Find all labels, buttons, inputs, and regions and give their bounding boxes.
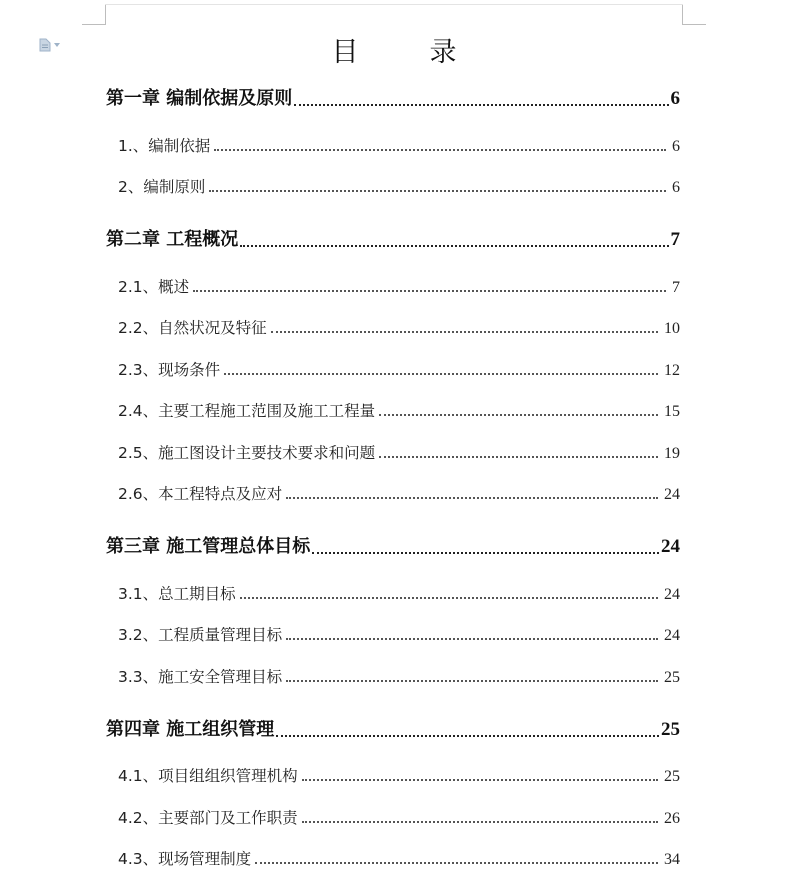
toc-entry-label: 第二章 工程概况 bbox=[106, 229, 239, 250]
toc-dot-leader bbox=[286, 497, 658, 499]
toc-page-number: 26 bbox=[664, 810, 680, 827]
crop-mark-right-vertical bbox=[682, 4, 683, 24]
toc-section-entry[interactable] bbox=[118, 175, 680, 197]
toc-section-entry[interactable] bbox=[118, 806, 680, 828]
toc-page-number: 10 bbox=[664, 320, 680, 337]
toc-entry-label: 2.4、主要工程施工范围及施工工程量 bbox=[118, 402, 376, 420]
toc-page-number: 7 bbox=[670, 229, 680, 250]
page-top-edge bbox=[105, 4, 683, 5]
toc-chapter-entry[interactable] bbox=[106, 715, 680, 741]
toc-entry-label: 4.3、现场管理制度 bbox=[118, 850, 252, 868]
crop-mark-right-horizontal bbox=[682, 24, 706, 25]
toc-section-entry[interactable] bbox=[118, 316, 680, 338]
toc-page-number: 12 bbox=[664, 362, 680, 379]
toc-entry-label: 3.3、施工安全管理目标 bbox=[118, 668, 283, 686]
toc-dot-leader bbox=[379, 414, 658, 416]
toc-page-number: 24 bbox=[661, 536, 680, 557]
toc-entry-label: 2.5、施工图设计主要技术要求和问题 bbox=[118, 444, 376, 462]
toc-dot-leader bbox=[302, 821, 658, 823]
toc-entry-label: 4.2、主要部门及工作职责 bbox=[118, 809, 298, 827]
toc-dot-leader bbox=[379, 456, 658, 458]
toc-section-entry[interactable] bbox=[118, 847, 680, 869]
toc-entry-label: 2、编制原则 bbox=[118, 178, 206, 196]
toc-entry-label: 3.2、工程质量管理目标 bbox=[118, 626, 283, 644]
page-title: 目 录 bbox=[331, 37, 479, 68]
toc-dot-leader bbox=[294, 104, 668, 106]
toc-entry-label: 第四章 施工组织管理 bbox=[106, 719, 275, 740]
toc-page-number: 19 bbox=[664, 445, 680, 462]
toc-entry-label: 2.1、概述 bbox=[118, 278, 190, 296]
toc-page-number: 34 bbox=[664, 851, 680, 868]
toc-chapter-entry[interactable] bbox=[106, 532, 680, 558]
toc-dot-leader bbox=[286, 680, 658, 682]
toc-entry-label: 第一章 编制依据及原则 bbox=[106, 88, 293, 109]
toc-page-number: 25 bbox=[664, 669, 680, 686]
toc-entry-label: 1.、编制依据 bbox=[118, 137, 211, 155]
toc-chapter-entry[interactable] bbox=[106, 225, 680, 251]
toc-dot-leader bbox=[240, 245, 668, 247]
toc-entry-label: 3.1、总工期目标 bbox=[118, 585, 236, 603]
toc-entry-label: 2.2、自然状况及特征 bbox=[118, 319, 267, 337]
toc-dot-leader bbox=[302, 779, 658, 781]
toc-page-number: 15 bbox=[664, 403, 680, 420]
toc-dot-leader bbox=[193, 290, 666, 292]
crop-mark-left-vertical bbox=[105, 4, 106, 24]
toc-section-entry[interactable] bbox=[118, 764, 680, 786]
toc-page-number: 6 bbox=[672, 138, 680, 155]
toc-dot-leader bbox=[271, 331, 658, 333]
toc-section-entry[interactable] bbox=[118, 275, 680, 297]
toc-section-entry[interactable] bbox=[118, 358, 680, 380]
toc-page-number: 25 bbox=[664, 768, 680, 785]
toc-dot-leader bbox=[224, 373, 658, 375]
toc-page-number: 24 bbox=[664, 486, 680, 503]
toc-page-number: 6 bbox=[670, 88, 680, 109]
toc-dot-leader bbox=[240, 597, 658, 599]
toc-entry-label: 2.3、现场条件 bbox=[118, 361, 221, 379]
toc-dot-leader bbox=[286, 638, 658, 640]
toc-page-number: 7 bbox=[672, 279, 680, 296]
toc-dot-leader bbox=[214, 149, 666, 151]
toc-chapter-entry[interactable] bbox=[106, 84, 680, 110]
toc-dot-leader bbox=[209, 190, 666, 192]
toc-section-entry[interactable] bbox=[118, 623, 680, 645]
toc-page-number: 24 bbox=[664, 627, 680, 644]
toc-page-number: 24 bbox=[664, 586, 680, 603]
crop-mark-left-horizontal bbox=[82, 24, 106, 25]
toc-page-number: 25 bbox=[661, 719, 680, 740]
toc-entry-label: 第三章 施工管理总体目标 bbox=[106, 536, 311, 557]
toc-section-entry[interactable] bbox=[118, 665, 680, 687]
toc-page-number: 6 bbox=[672, 179, 680, 196]
toc-dot-leader bbox=[312, 552, 659, 554]
toc-section-entry[interactable] bbox=[118, 441, 680, 463]
toc-entry-label: 4.1、项目组组织管理机构 bbox=[118, 767, 298, 785]
toc-section-entry[interactable] bbox=[118, 399, 680, 421]
toc-entry-label: 2.6、本工程特点及应对 bbox=[118, 485, 283, 503]
toc-section-entry[interactable] bbox=[118, 134, 680, 156]
toc-section-entry[interactable] bbox=[118, 482, 680, 504]
toc-section-entry[interactable] bbox=[118, 582, 680, 604]
toc-dot-leader bbox=[276, 735, 659, 737]
toc-dot-leader bbox=[255, 862, 658, 864]
